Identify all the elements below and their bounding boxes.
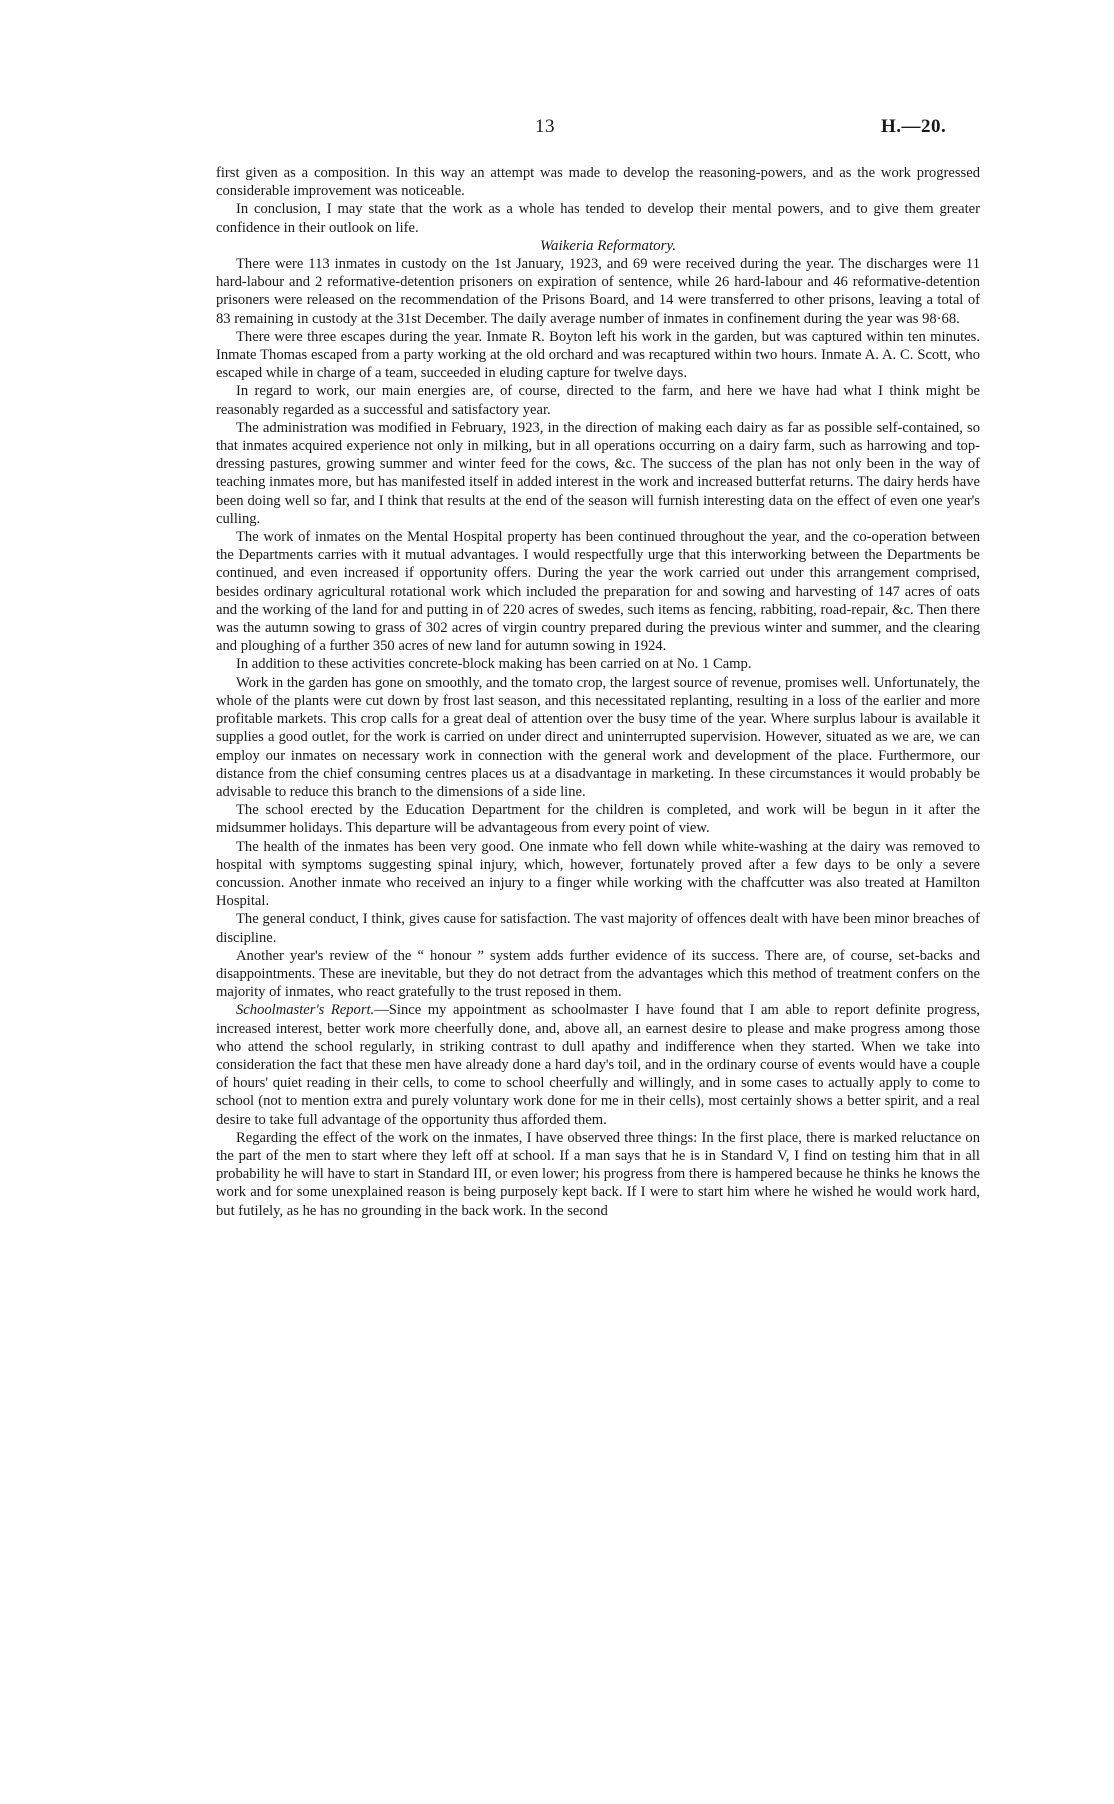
paragraph-garden: Work in the garden has gone on smoothly, and the tomato crop, the largest source of revenue, promises well. Unfortunately, the whole of the plants were cut down by frost last season, and this necessitated replanting, resulting in a loss of the earlier and more profitable markets. This crop calls for a great deal of attention over the busy time of the year. Where surplus labour is available it supplies a good outlet, for the work is carried on under direct and uninterrupted supervision. However, situated as we are, we can employ our inmates on necessary work in connection with the general work and development of the place. Furthermore, our distance from the chief consuming centres places us at a disadvantage in marketing. In these circumstances it would probably be advisable to reduce this branch to the dimensions of a side line. [216, 674, 980, 800]
paragraph-mental-hospital-work: The work of inmates on the Mental Hospital property has been continued throughout the year, and the co-operation between the Departments carries with it mutual advantages. I would respectfully urge that this interworking between the Departments be continued, and even increased if opportunity offers. During the year the work carried out under this arrangement comprised, besides ordinary agricultural rotational work which included the preparation for and sowing and harvesting of 147 acres of oats and the working of the land for and putting in of 220 acres of swedes, such items as fencing, rabbiting, road-repair, &c. Then there was the autumn sowing to grass of 302 acres of virgin country prepared during the previous winter and summer, and the clearing and ploughing of a further 350 acres of new land for autumn sowing in 1924. [216, 529, 980, 655]
paragraph-schoolmaster-report [216, 1001, 980, 1128]
paragraph-school: The school erected by the Education Department for the children is completed, and work will be begun in it after the midsummer holidays. This departure will be advantageous from every point of view. [216, 802, 980, 837]
body-text [216, 164, 980, 1220]
paragraph-work-farm: In regard to work, our main energies are, of course, directed to the farm, and here we have had what I think might be reasonably regarded as a successful and satisfactory year. [216, 383, 980, 418]
schoolmaster-report-label: Schoolmaster's Report. [236, 1002, 375, 1019]
paragraph-concrete-blocks: In addition to these activities concrete-block making has been carried on at No. 1 Camp. [236, 656, 752, 673]
page-number: 13 [535, 116, 555, 137]
section-heading: Waikeria Reformatory. [539, 237, 677, 254]
paragraph-escapes: There were three escapes during the year. Inmate R. Boyton left his work in the garden, but was captured within ten minutes. Inmate Thomas escaped from a party working at the old orchard and was recaptured within two hours. Inmate A. A. C. Scott, who escaped while in charge of a team, succeeded in eluding capture for twelve days. [216, 328, 980, 382]
paragraph-health: The health of the inmates has been very good. One inmate who fell down while white-washing at the dairy was removed to hospital with symptoms suggesting spinal injury, which, however, fortunately proved after a few days to be only a severe concussion. Another inmate who received an injury to a finger while working with the chaffcutter was also treated at Hamilton Hospital. [216, 838, 980, 910]
paragraph-conclusion: In conclusion, I may state that the work as a whole has tended to develop their mental powers, and to give them greater confidence in their outlook on life. [216, 201, 980, 236]
paragraph-conduct: The general conduct, I think, gives cause for satisfaction. The vast majority of offences dealt with have been minor breaches of discipline. [216, 911, 980, 946]
paragraph-effect-of-work: Regarding the effect of the work on the inmates, I have observed three things: In the first place, there is marked reluctance on the part of the men to start where they left off at school. If a man says that he is in Standard V, I find on testing him that in all probability he will have to start in Standard III, or even lower; his progress from there is hampered because he thinks he knows the work and for some unexplained reason is being purposely kept back. If I were to start him where he wished he would work hard, but futilely, as he has no grounding in the back work. In the second [216, 1129, 980, 1219]
paragraph-continued: first given as a composition. In this way an attempt was made to develop the reasoning-powers, and as the work progressed considerable improvement was noticeable. [216, 165, 980, 200]
series-code: H.—20. [881, 116, 947, 137]
paragraph-dairy-administration: The administration was modified in February, 1923, in the direction of making each dairy as far as possible self-contained, so that inmates acquired experience not only in milking, but in all operations occurring on a dairy farm, such as harrowing and top-dressing pastures, growing summer and winter feed for the cows, &c. The success of the plan has not only been in the way of teaching inmates more, but has manifested itself in added interest in the work and increased butterfat returns. The dairy herds have been doing well so far, and I think that results at the end of the season will furnish interesting data on the effect of even one year's culling. [216, 419, 980, 527]
schoolmaster-report-text: —Since my appointment as schoolmaster I have found that I am able to report definite progress, increased interest, better work more cheerfully done, and, above all, an earnest desire to please and make progress among those who attend the school regularly, in striking contrast to dull apathy and indifference when they started. When we take into consideration the fact that these men have already done a hard day's toil, and in the ordinary course of events would have a couple of hours' quiet reading in their cells, to come to school cheerfully and willingly, and in some cases to actually apply to come to school (not to mention extra and purely voluntary work done for me in their cells), most certainly shows a better spirit, and a real desire to take full advantage of the opportunity thus afforded them. [216, 1002, 980, 1128]
paragraph-inmates-custody: There were 113 inmates in custody on the 1st January, 1923, and 69 were received during the year. The discharges were 11 hard-labour and 2 reformative-detention prisoners on expiration of sentence, while 26 hard-labour and 46 reformative-detention prisoners were released on the recommendation of the Prisons Board, and 14 were transferred to other prisons, leaving a total of 83 remaining in custody at the 31st December. The daily average number of inmates in confinement during the year was 98·68. [216, 256, 980, 327]
paragraph-honour-system: Another year's review of the “ honour ” system adds further evidence of its success. There are, of course, set-backs and disappointments. These are inevitable, but they do not detract from the advantages which this method of treatment confers on the majority of inmates, who react gratefully to the trust reposed in them. [216, 947, 980, 1001]
